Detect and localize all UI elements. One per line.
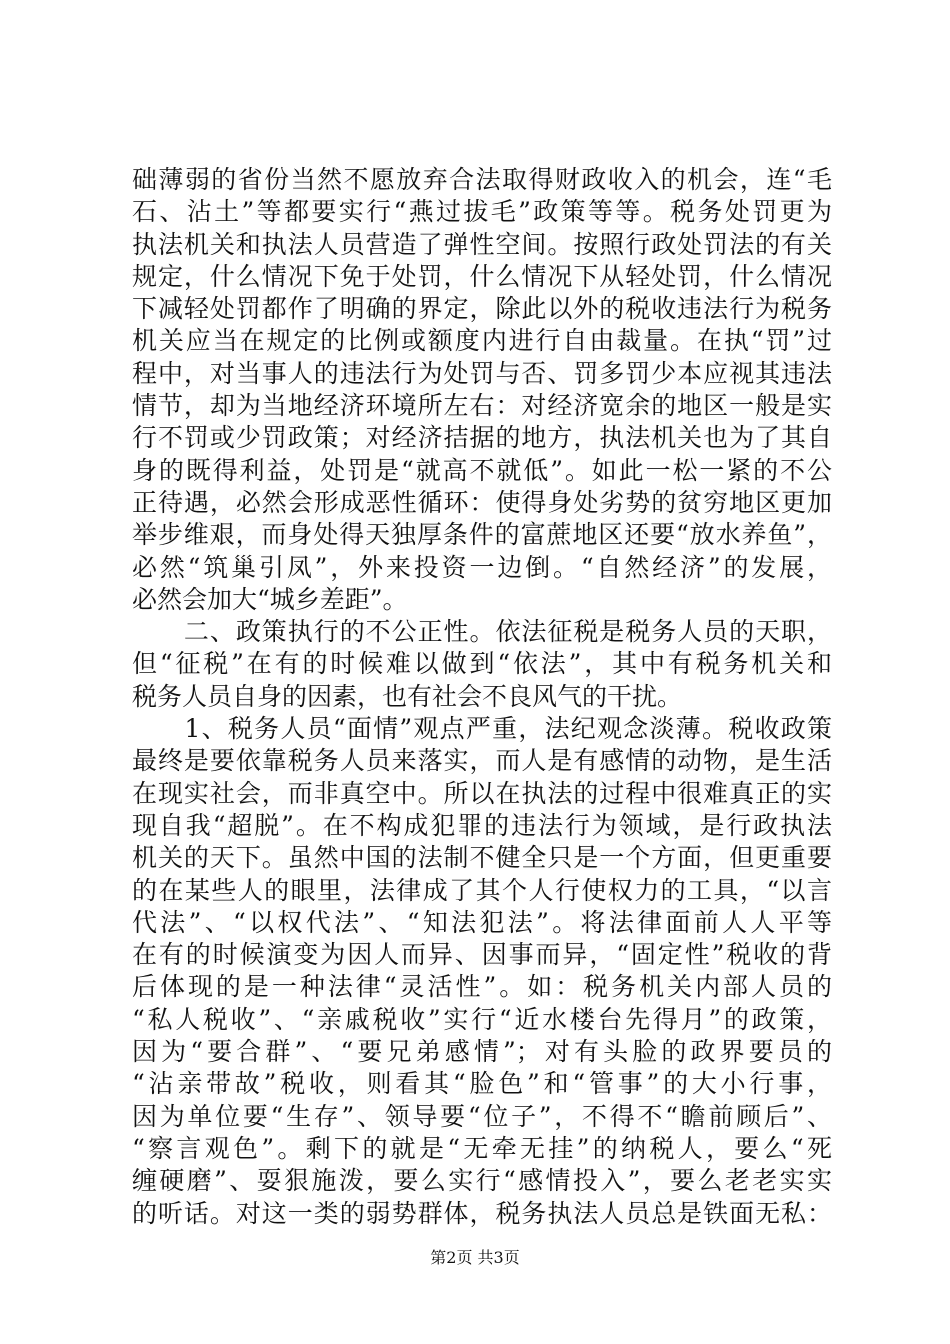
- text-line: 代法”、“以权代法”、“知法犯法”。将法律面前人人平等: [132, 907, 832, 937]
- text-line: “私人税收”、“亲戚税收”实行“近水楼台先得月”的政策，: [132, 1004, 832, 1034]
- text-line: 正待遇，必然会形成恶性循环：使得身处劣势的贫穷地区更加: [132, 487, 832, 517]
- text-line: 行不罚或少罚政策；对经济拮据的地方，执法机关也为了其自: [132, 423, 832, 453]
- text-line: 在现实社会，而非真空中。所以在执法的过程中很难真正的实: [132, 778, 832, 808]
- text-line: 的在某些人的眼里，法律成了其个人行使权力的工具，“以言: [132, 875, 832, 905]
- text-line: 最终是要依靠税务人员来落实，而人是有感情的动物，是生活: [132, 746, 832, 776]
- text-line: 现自我“超脱”。在不构成犯罪的违法行为领域，是行政执法: [132, 810, 832, 840]
- text-line: 石、沾土”等都要实行“燕过拔毛”政策等等。税务处罚更为: [132, 197, 832, 227]
- text-line: “察言观色”。剩下的就是“无牵无挂”的纳税人，要么“死: [132, 1133, 832, 1163]
- text-line: 二、政策执行的不公正性。依法征税是税务人员的天职，: [132, 617, 832, 647]
- text-line: 因为单位要“生存”、领导要“位子”，不得不“瞻前顾后”、: [132, 1101, 832, 1131]
- text-line: 税务人员自身的因素，也有社会不良风气的干扰。: [132, 681, 683, 711]
- text-line: 规定，什么情况下免于处罚，什么情况下从轻处罚，什么情况: [132, 261, 832, 291]
- text-line: 后体现的是一种法律“灵活性”。如：税务机关内部人员的: [132, 972, 832, 1002]
- text-line: 在有的时候演变为因人而异、因事而异，“固定性”税收的背: [132, 940, 832, 970]
- text-line: 机关应当在规定的比例或额度内进行自由裁量。在执“罚”过: [132, 326, 832, 356]
- text-line: 因为“要合群”、“要兄弟感情”；对有头脸的政界要员的: [132, 1037, 832, 1067]
- text-line: 础薄弱的省份当然不愿放弃合法取得财政收入的机会，连“毛: [132, 165, 832, 194]
- text-line: 机关的天下。虽然中国的法制不健全只是一个方面，但更重要: [132, 843, 832, 873]
- text-line: 1、税务人员“面情”观点严重，法纪观念淡薄。税收政策: [132, 714, 832, 744]
- text-line: 缠硬磨”、耍狠施泼，要么实行“感情投入”，要么老老实实: [132, 1166, 832, 1196]
- text-line: 必然“筑巢引凤”，外来投资一边倒。“自然经济”的发展，: [132, 552, 832, 582]
- text-line: 举步维艰，而身处得天独厚条件的富蔗地区还要“放水养鱼”，: [132, 520, 832, 550]
- text-line: 身的既得利益，处罚是“就高不就低”。如此一松一紧的不公: [132, 455, 832, 485]
- text-line: “沾亲带故”税收，则看其“脸色”和“管事”的大小行事，: [132, 1069, 832, 1099]
- text-line: 但“征税”在有的时候难以做到“依法”，其中有税务机关和: [132, 649, 832, 679]
- text-line: 必然会加大“城乡差距”。: [132, 584, 408, 614]
- text-line: 下减轻处罚都作了明确的界定，除此以外的税收违法行为税务: [132, 294, 832, 324]
- page-number: 第2页 共3页: [430, 1248, 520, 1267]
- text-line: 程中，对当事人的违法行为处罚与否、罚多罚少本应视其违法: [132, 358, 832, 388]
- text-line: 的听话。对这一类的弱势群体，税务执法人员总是铁面无私：: [132, 1198, 832, 1228]
- document-body: [132, 164, 832, 1230]
- text-line: 执法机关和执法人员营造了弹性空间。按照行政处罚法的有关: [132, 229, 832, 259]
- text-line: 情节，却为当地经济环境所左右：对经济宽余的地区一般是实: [132, 391, 832, 421]
